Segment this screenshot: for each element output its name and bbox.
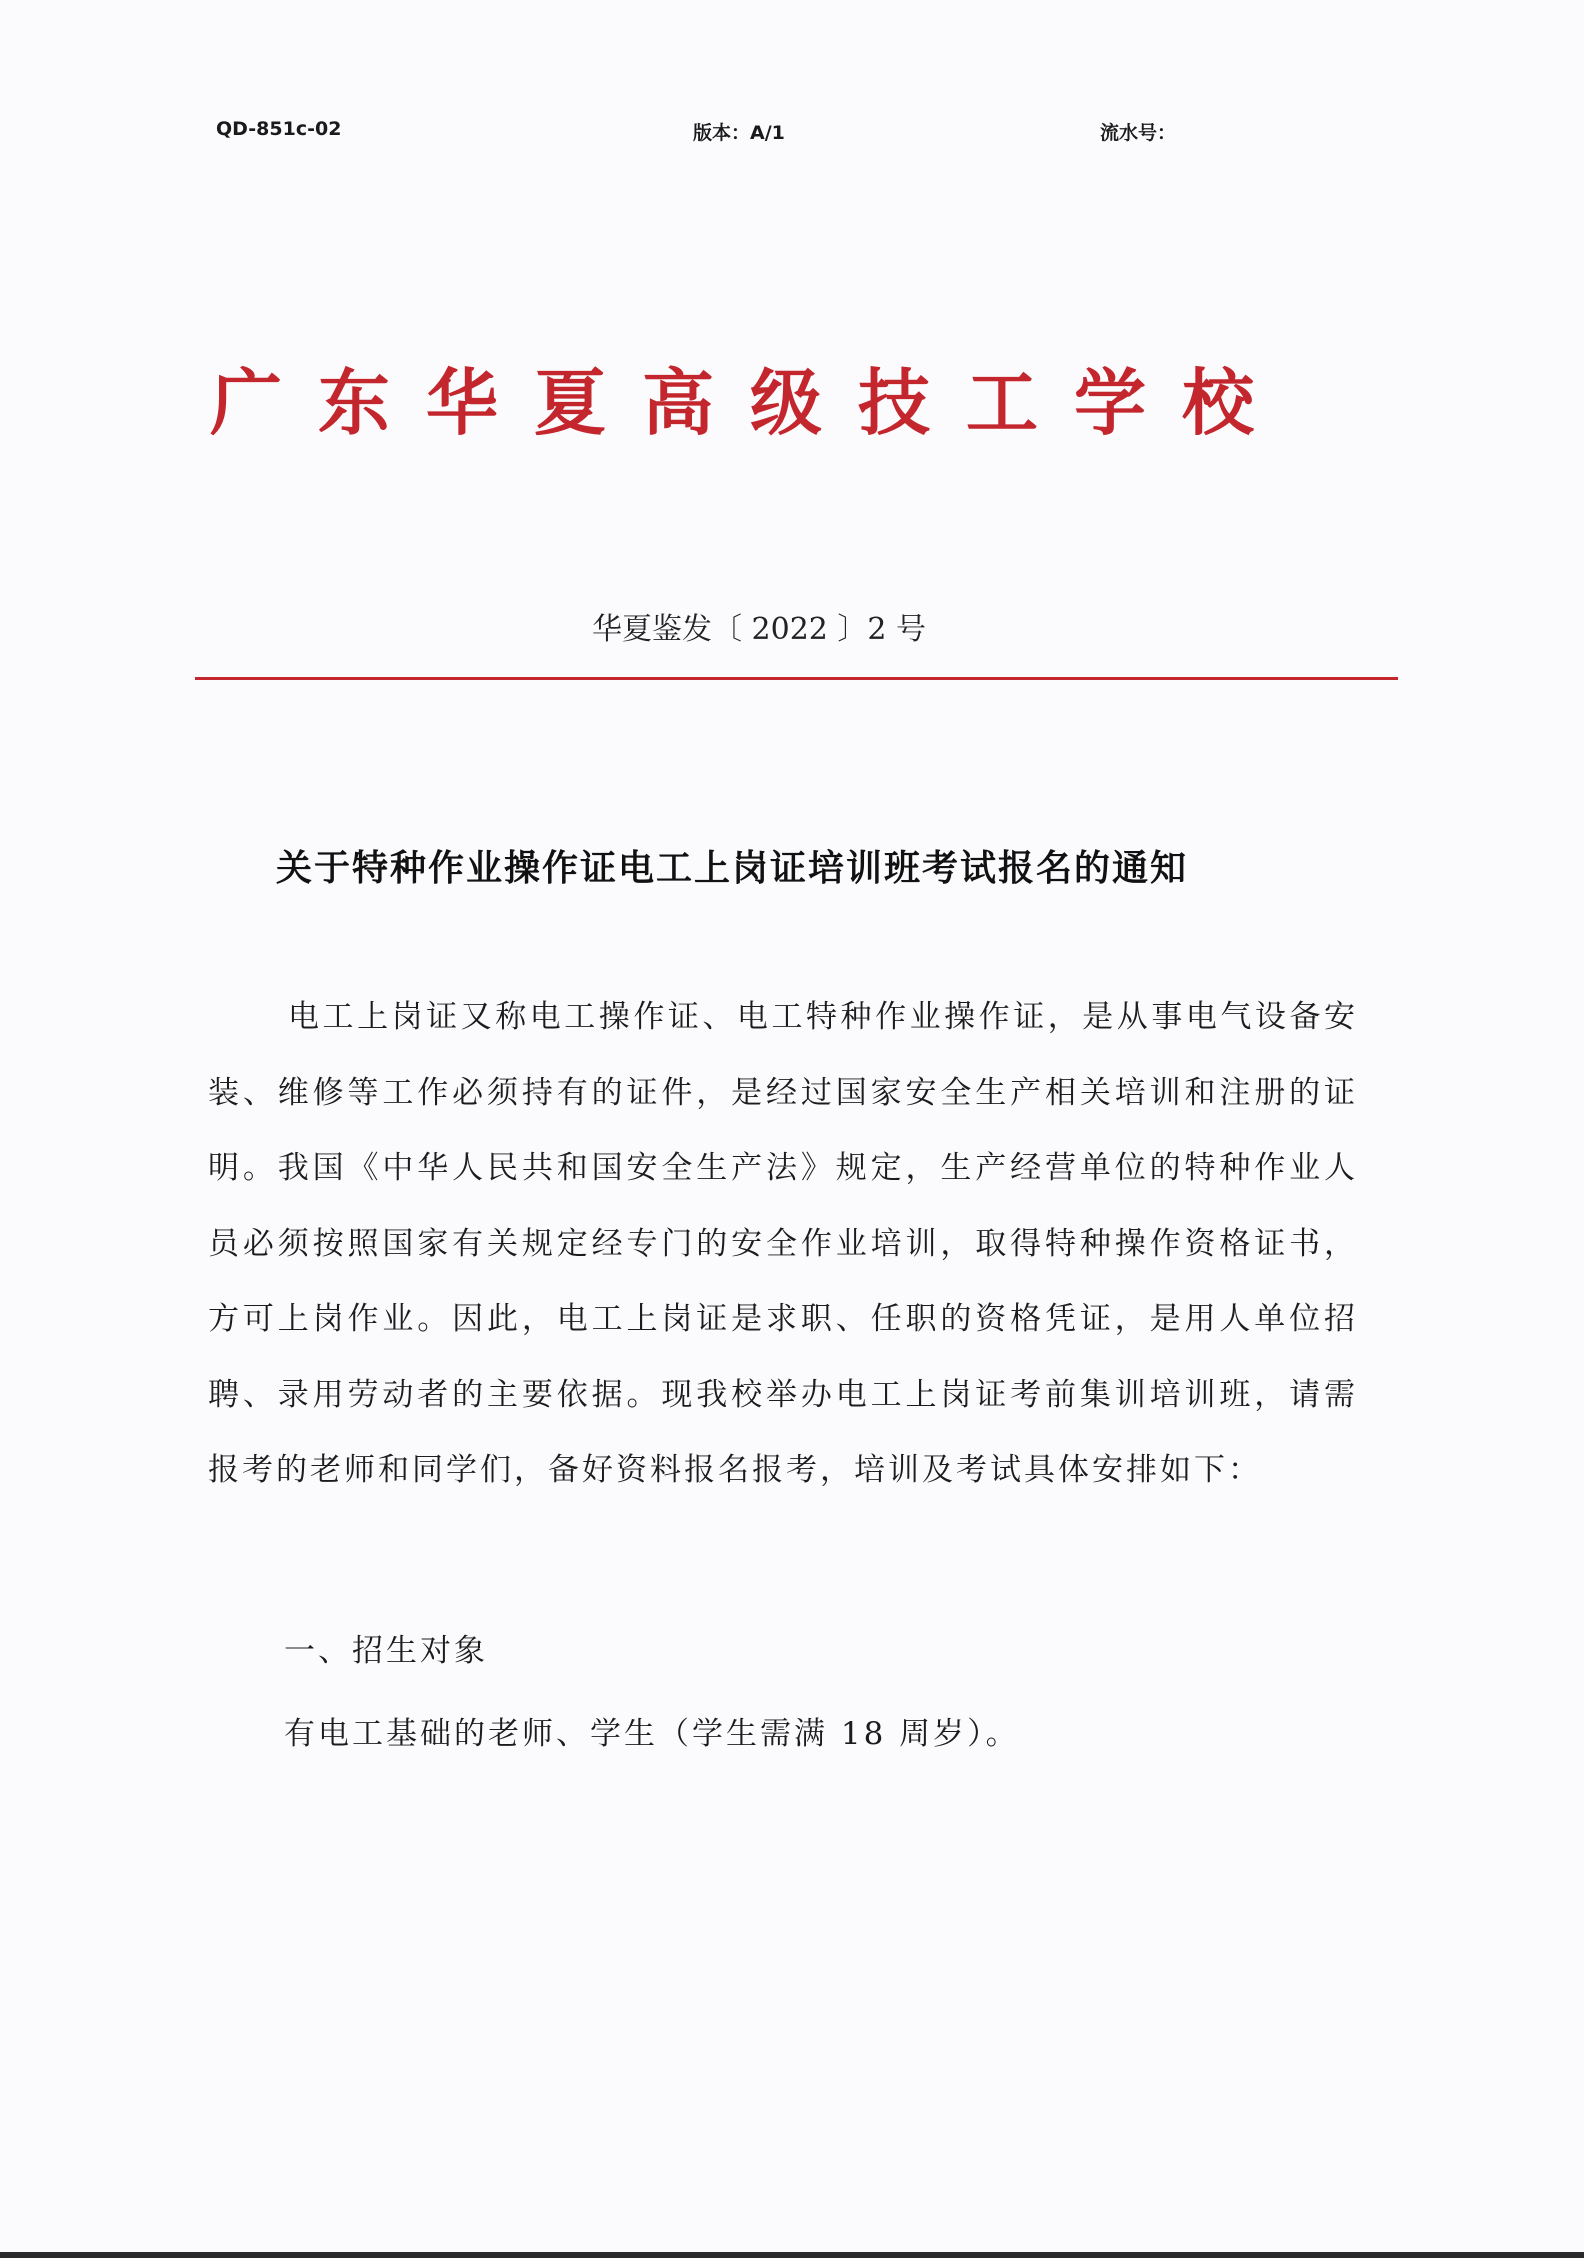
notice-title: 关于特种作业操作证电工上岗证培训班考试报名的通知 xyxy=(276,848,1189,889)
document-number: 华夏鉴发〔 2022 〕2 号 xyxy=(592,612,927,647)
version-label: 版本：A/1 xyxy=(693,122,785,144)
section-heading-enrollment: 一、招生对象 xyxy=(284,1633,488,1669)
serial-number-label: 流水号： xyxy=(1100,122,1177,144)
notice-body-paragraph: 电工上岗证又称电工操作证、电工特种作业操作证，是从事电气设备安装、维修等工作必须持有的证件，是经过国家安全生产相关培训和注册的证明。我国《中华人民共和国安全生产法》规定，生产经营单位的特种作业人员必须按照国家有关规定经专门的安全作业培训，取得特种操作资格证书，方可上岗作业。因此，电工上岗证是求职、任职的资格凭证，是用人单位招聘、录用劳动者的主要依据。现我校举办电工上岗证考前集训培训班，请需报考的老师和同学们，备好资料报名报考，培训及考试具体安排如下： xyxy=(208,999,1358,1488)
section-body-enrollment: 有电工基础的老师、学生（学生需满 18 周岁）。 xyxy=(284,1716,1020,1752)
form-code: QD-851c-02 xyxy=(216,118,342,140)
red-divider xyxy=(195,677,1398,680)
scan-bottom-edge xyxy=(0,2252,1584,2258)
school-name: 广东华夏高级技工学校 xyxy=(210,361,1291,445)
